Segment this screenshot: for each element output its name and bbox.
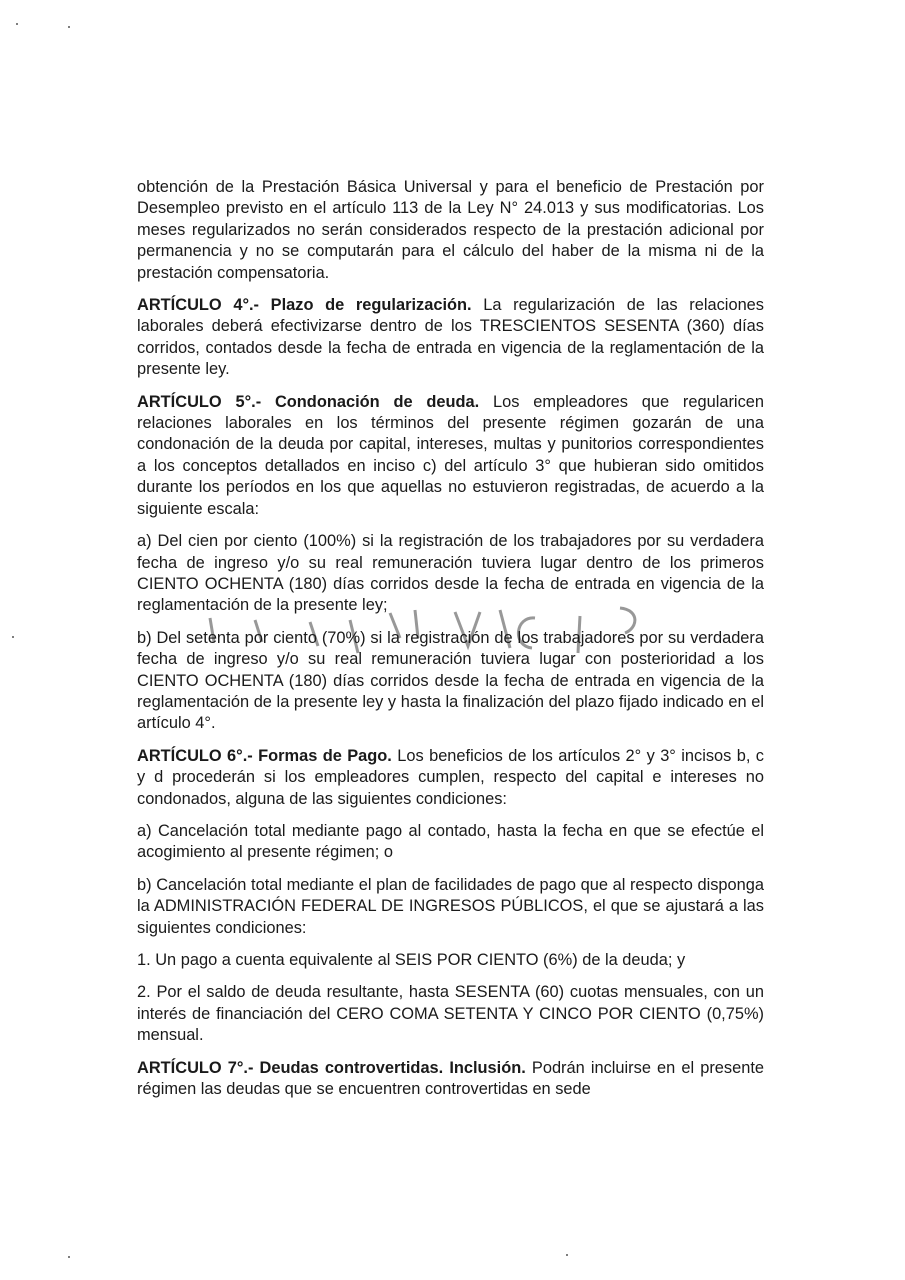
article-6-heading: ARTÍCULO 6°.- Formas de Pago. <box>137 746 392 765</box>
scan-speck <box>16 23 18 25</box>
article-7-heading: ARTÍCULO 7°.- Deudas controvertidas. Inclusión. <box>137 1058 526 1077</box>
article-7 <box>137 1058 764 1101</box>
article-6-item-a: a) Cancelación total mediante pago al contado, hasta la fecha en que se efectúe el acogimiento al presente régimen; o <box>137 821 764 862</box>
paragraph-intro: obtención de la Prestación Básica Universal y para el beneficio de Prestación por Desempleo previsto en el artículo 113 de la Ley N° 24.013 y sus modificatorias. Los meses regularizados no serán considerados respecto de la prestación adicional por permanencia y no se computarán para el cálculo del haber de la misma ni de la prestación compensatoria. <box>137 178 764 282</box>
article-5 <box>137 392 764 520</box>
article-4 <box>137 295 764 381</box>
article-4-heading: ARTÍCULO 4°.- Plazo de regularización. <box>137 296 472 315</box>
article-5-heading: ARTÍCULO 5°.- Condonación de deuda. <box>137 392 480 411</box>
scan-speck <box>68 26 70 28</box>
scan-speck <box>566 1254 568 1256</box>
document-body <box>137 177 764 1111</box>
article-5-item-a: a) Del cien por ciento (100%) si la registración de los trabajadores por su verdadera fecha de ingreso y/o su real remuneración tuviera lugar dentro de los primeros CIENTO OCHENTA (180) días corridos desde la fecha de entrada en vigencia de la reglamentación de la presente ley; <box>137 532 764 615</box>
article-7-body: Podrán incluirse en el presente régimen las deudas que se encuentren controvertidas en sede <box>137 1058 764 1099</box>
article-6 <box>137 746 764 810</box>
scan-speck <box>12 636 14 638</box>
scan-speck <box>68 1256 70 1258</box>
article-4-body: La regularización de las relaciones laborales deberá efectivizarse dentro de los TRESCIENTOS SESENTA (360) días corridos, contados desde la fecha de entrada en vigencia de la reglamentación de la presente ley. <box>137 296 764 379</box>
article-5-body: Los empleadores que regularicen relaciones laborales en los términos del presente régimen gozarán de una condonación de la deuda por capital, intereses, multas y punitorios correspondientes a los conceptos detallados en inciso c) del artículo 3° que hubieran sido omitidos durante los períodos en los que aquellas no estuvieron registradas, de acuerdo a la siguiente escala: <box>137 392 765 518</box>
article-6-item-b: b) Cancelación total mediante el plan de facilidades de pago que al respecto disponga la ADMINISTRACIÓN FEDERAL DE INGRESOS PÚBLICOS, el que se ajustará a las siguientes condiciones: <box>137 875 764 937</box>
article-6-condition-1: 1. Un pago a cuenta equivalente al SEIS POR CIENTO (6%) de la deuda; y <box>137 951 686 969</box>
article-6-condition-2: 2. Por el saldo de deuda resultante, hasta SESENTA (60) cuotas mensuales, con un interés de financiación del CERO COMA SETENTA Y CINCO POR CIENTO (0,75%) mensual. <box>137 983 764 1045</box>
article-5-item-b: b) Del setenta por ciento (70%) si la registración de los trabajadores por su verdadera fecha de ingreso y/o su real remuneración tuviera lugar con posterioridad a los CIENTO OCHENTA (180) días corridos desde la fecha de entrada en vigencia de la reglamentación de la presente ley y hasta la finalización del plazo fijado indicado en el artículo 4°. <box>137 628 764 733</box>
article-6-body: Los beneficios de los artículos 2° y 3° incisos b, c y d procederán si los empleadores cumplen, respecto del capital e intereses no condonados, alguna de las siguientes condiciones: <box>137 746 764 808</box>
